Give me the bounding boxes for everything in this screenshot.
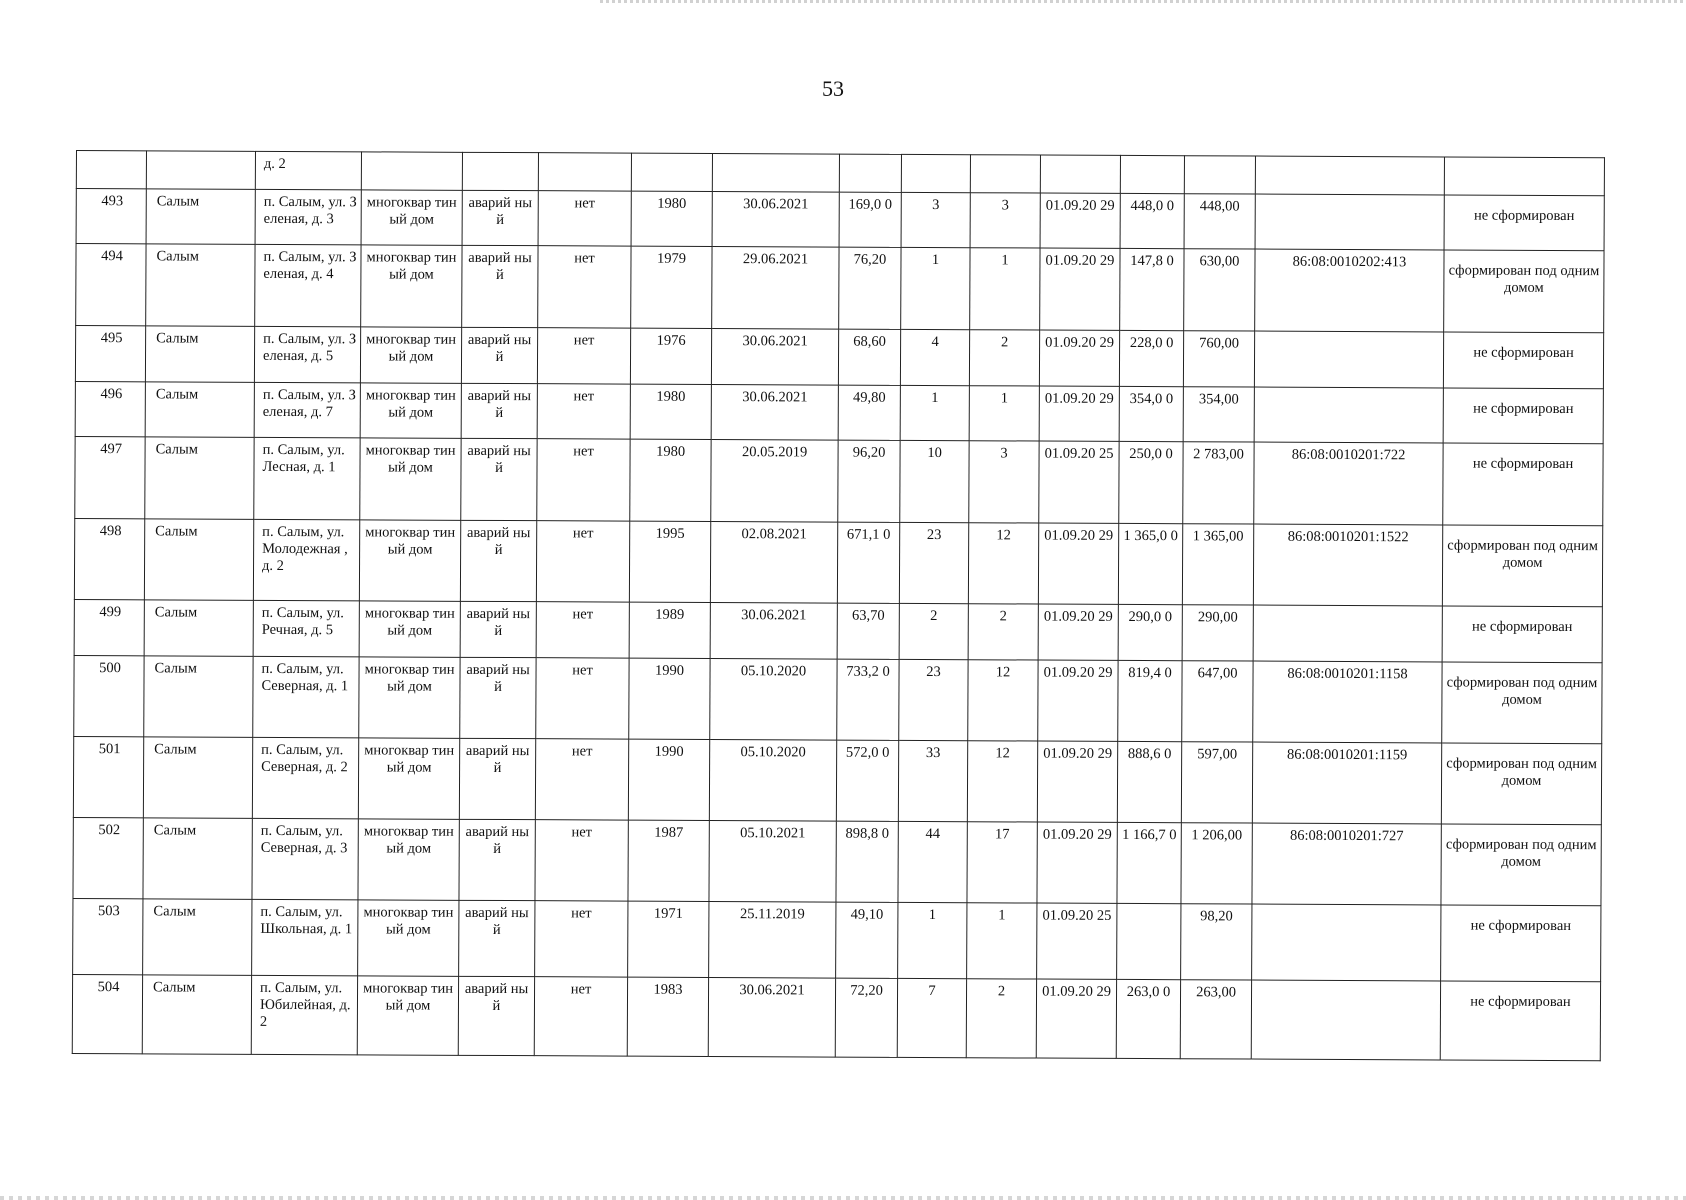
cell-status: не сформирован	[1444, 195, 1604, 251]
cell-area: 733,2 0	[837, 659, 899, 740]
cell-flag: нет	[535, 901, 628, 977]
cell-area: 572,0 0	[836, 740, 898, 821]
cell-type: многоквар тиный дом	[359, 657, 460, 738]
cell-year: 1990	[628, 739, 709, 820]
cell-address: п. Салым, ул. Школьная, д. 1	[252, 899, 358, 975]
cell-type: многоквар тиный дом	[358, 900, 459, 976]
page-number: 53	[822, 76, 844, 101]
cell-col14: 1 206,00	[1181, 823, 1252, 904]
cell-cadastral: 86:08:0010201:1158	[1253, 661, 1442, 743]
cell-date: 25.11.2019	[709, 901, 836, 978]
cell-type: многоквар тиный дом	[360, 327, 461, 383]
cell-col10: 1	[900, 385, 969, 440]
cell-year: 1987	[628, 820, 709, 901]
cell-flag	[538, 153, 631, 191]
cell-type: многоквар тиный дом	[359, 601, 460, 657]
cell-date: 30.06.2021	[711, 384, 838, 440]
table-row	[74, 655, 1602, 743]
cell-num: 503	[73, 898, 143, 974]
cell-col10: 44	[898, 821, 967, 902]
cell-col13: 1 166,7 0	[1117, 822, 1181, 903]
cell-flag: нет	[537, 439, 630, 521]
cell-settlement: Салым	[145, 382, 254, 438]
cell-col11: 1	[970, 248, 1040, 330]
cell-cadastral	[1253, 605, 1442, 662]
cell-col10: 2	[899, 603, 968, 659]
cell-date: 30.06.2021	[708, 977, 835, 1057]
cell-year: 1990	[629, 658, 710, 739]
cell-num: 498	[74, 518, 144, 599]
cell-state: аварий ный	[461, 327, 537, 383]
cell-state: аварий ный	[461, 438, 537, 520]
cell-col11: 1	[969, 386, 1039, 441]
cell-num	[76, 151, 146, 189]
cell-address: п. Салым, ул. Северная, д. 3	[252, 818, 358, 899]
cell-col14: 630,00	[1184, 249, 1255, 331]
cell-settlement: Салым	[144, 519, 253, 601]
cell-date: 02.08.2021	[710, 521, 837, 603]
cell-address: п. Салым, ул. Зеленая, д. 5	[254, 326, 360, 382]
cell-cadastral: 86:08:0010201:1522	[1253, 524, 1442, 606]
cell-settlement: Салым	[146, 189, 255, 245]
cell-status: не сформирован	[1442, 606, 1602, 663]
cell-col13: 819,4 0	[1118, 660, 1182, 741]
cell-col13: 448,0 0	[1120, 193, 1184, 248]
cell-col10: 23	[899, 659, 968, 740]
cell-type: многоквар тиный дом	[360, 438, 461, 520]
cell-state: аварий ный	[462, 190, 538, 245]
cell-date: 05.10.2020	[710, 658, 837, 740]
table-row	[73, 736, 1601, 824]
cell-flag: нет	[536, 658, 629, 739]
table-row	[75, 381, 1603, 443]
cell-area: 49,80	[838, 385, 900, 440]
cell-col13: 263,0 0	[1116, 979, 1180, 1058]
cell-area: 76,20	[839, 247, 901, 329]
cell-col10: 1	[898, 902, 967, 978]
table-row	[73, 817, 1601, 905]
cell-col14	[1184, 156, 1255, 194]
cell-col13: 888,6 0	[1117, 741, 1181, 822]
cell-status: сформирован под одним домом	[1442, 662, 1602, 744]
table-body	[72, 151, 1604, 1061]
cell-deadline: 01.09.20 25	[1039, 441, 1119, 523]
cell-flag: нет	[535, 739, 628, 820]
cell-date: 30.06.2021	[712, 191, 839, 247]
cell-deadline	[1040, 155, 1120, 193]
cell-col10: 33	[898, 740, 967, 821]
cell-area: 169,0 0	[839, 192, 901, 247]
cell-address: п. Салым, ул. Зеленая, д. 7	[254, 382, 360, 437]
cell-num: 501	[73, 736, 143, 817]
cell-deadline: 01.09.20 29	[1036, 979, 1116, 1058]
cell-address: п. Салым, ул. Речная, д. 5	[253, 600, 359, 656]
cell-col13: 147,8 0	[1120, 248, 1184, 330]
cell-col10: 3	[901, 192, 970, 247]
cell-settlement: Салым	[145, 437, 254, 520]
cell-col14: 760,00	[1183, 331, 1254, 387]
cell-cadastral: 86:08:0010201:722	[1254, 442, 1443, 525]
cell-year	[631, 153, 712, 191]
cell-deadline: 01.09.20 29	[1039, 386, 1119, 441]
cell-year: 1971	[628, 901, 709, 977]
cell-num: 499	[74, 599, 144, 655]
cell-deadline: 01.09.20 29	[1038, 604, 1118, 660]
cell-deadline: 01.09.20 29	[1037, 741, 1117, 822]
cell-col13: 228,0 0	[1119, 330, 1183, 386]
cell-col10: 10	[900, 440, 969, 522]
cell-flag: нет	[535, 820, 628, 901]
cell-state: аварий ный	[461, 383, 537, 438]
cell-flag: нет	[536, 521, 629, 602]
cell-num: 495	[75, 326, 145, 382]
cell-col14: 290,00	[1182, 605, 1253, 661]
cell-area: 898,8 0	[836, 821, 898, 902]
cell-cadastral: 86:08:0010201:1159	[1252, 742, 1441, 824]
cell-cadastral: 86:08:0010201:727	[1252, 823, 1441, 905]
cell-status: сформирован под одним домом	[1441, 743, 1601, 825]
cell-num: 494	[76, 244, 146, 326]
cell-area: 49,10	[836, 902, 898, 978]
cell-address: п. Салым, ул. Северная, д. 2	[252, 737, 358, 818]
cell-status: не сформирован	[1443, 332, 1603, 389]
cell-state: аварий ный	[462, 245, 538, 327]
cell-settlement	[146, 151, 255, 190]
cell-col14: 98,20	[1181, 904, 1252, 980]
cell-status: не сформирован	[1443, 388, 1603, 444]
cell-col14: 2 783,00	[1183, 442, 1254, 524]
cell-col13: 250,0 0	[1119, 441, 1183, 523]
cell-address: п. Салым, ул. Северная, д. 1	[253, 656, 359, 737]
cell-date: 05.10.2021	[709, 820, 836, 902]
cell-state: аварий ный	[460, 657, 536, 738]
table-row	[73, 898, 1601, 981]
cell-status: не сформирован	[1440, 981, 1600, 1061]
cell-deadline: 01.09.20 29	[1038, 523, 1118, 604]
cell-address: п. Салым, ул. Зеленая, д. 4	[255, 244, 361, 326]
cell-flag: нет	[534, 977, 627, 1056]
cell-col10: 1	[901, 247, 970, 329]
cell-status	[1444, 157, 1604, 196]
cell-date: 29.06.2021	[712, 246, 839, 329]
cell-cadastral	[1255, 156, 1444, 195]
cell-state: аварий ный	[458, 976, 534, 1055]
cell-date	[712, 153, 839, 192]
cell-year: 1976	[630, 328, 711, 384]
cell-col11: 2	[969, 330, 1039, 386]
cell-year: 1983	[627, 977, 708, 1056]
cell-col13: 354,0 0	[1119, 386, 1183, 441]
cell-address: п. Салым, ул. Юбилейная, д. 2	[251, 975, 357, 1054]
cell-col10: 23	[899, 522, 968, 603]
cell-col14: 263,00	[1180, 980, 1251, 1059]
table-row	[74, 518, 1602, 606]
cell-deadline: 01.09.20 29	[1040, 193, 1120, 248]
cell-col11	[970, 155, 1040, 193]
cell-col11: 3	[970, 193, 1040, 248]
cell-area: 68,60	[838, 329, 900, 385]
cell-type: многоквар тиный дом	[360, 383, 461, 438]
cell-col11: 3	[969, 441, 1039, 523]
cell-type: многоквар тиный дом	[361, 245, 462, 327]
cell-status: сформирован под одним домом	[1442, 525, 1602, 607]
cell-settlement: Салым	[146, 244, 255, 327]
cell-col14: 448,00	[1184, 194, 1255, 249]
cell-deadline: 01.09.20 29	[1039, 330, 1119, 386]
table-row	[75, 326, 1603, 389]
cell-settlement: Салым	[144, 600, 253, 657]
cell-cadastral	[1251, 980, 1440, 1060]
cell-flag: нет	[537, 384, 630, 439]
cell-col11: 12	[968, 523, 1038, 604]
cell-deadline: 01.09.20 29	[1040, 248, 1120, 330]
cell-area: 72,20	[835, 978, 897, 1057]
cell-area: 63,70	[837, 603, 899, 659]
cell-year: 1980	[630, 384, 711, 439]
cell-settlement: Салым	[144, 656, 253, 738]
cell-date: 05.10.2020	[709, 739, 836, 821]
cell-col11: 12	[968, 660, 1038, 741]
cell-state: аварий ный	[459, 819, 535, 900]
cell-deadline: 01.09.20 29	[1038, 660, 1118, 741]
cell-type: многоквар тиный дом	[361, 190, 462, 245]
cell-flag: нет	[537, 328, 630, 384]
cell-col11: 17	[967, 822, 1037, 903]
cell-num: 500	[74, 655, 144, 736]
cell-num: 497	[75, 436, 145, 518]
table-row	[75, 436, 1603, 525]
cell-year: 1979	[631, 246, 712, 328]
cell-settlement: Салым	[143, 899, 252, 976]
cell-address: п. Салым, ул. Зеленая, д. 3	[255, 189, 361, 244]
cell-status: сформирован под одним домом	[1441, 824, 1601, 906]
table-row	[74, 599, 1602, 662]
cell-state	[462, 152, 538, 190]
housing-registry-table	[72, 150, 1605, 1061]
cell-cadastral	[1255, 194, 1444, 250]
cell-settlement: Салым	[142, 975, 251, 1055]
cell-status: сформирован под одним домом	[1444, 250, 1604, 333]
cell-deadline: 01.09.20 25	[1037, 903, 1117, 979]
cell-col14: 1 365,00	[1182, 524, 1253, 605]
cell-col13	[1117, 903, 1181, 979]
cell-col14: 647,00	[1182, 661, 1253, 742]
cell-col11: 1	[967, 903, 1037, 979]
cell-state: аварий ный	[459, 738, 535, 819]
cell-deadline: 01.09.20 29	[1037, 822, 1117, 903]
cell-col10: 7	[897, 978, 966, 1057]
cell-col13: 290,0 0	[1118, 604, 1182, 660]
cell-type: многоквар тиный дом	[359, 520, 460, 601]
cell-col13	[1120, 155, 1184, 193]
cell-col14: 597,00	[1181, 742, 1252, 823]
cell-cadastral	[1254, 387, 1443, 443]
cell-settlement: Салым	[143, 818, 252, 900]
cell-cadastral	[1252, 904, 1441, 981]
cell-num: 496	[75, 381, 145, 436]
cell-type: многоквар тиный дом	[357, 976, 458, 1055]
cell-date: 30.06.2021	[711, 328, 838, 385]
cell-address: п. Салым, ул. Молодежная , д. 2	[253, 519, 359, 600]
cell-type: многоквар тиный дом	[358, 819, 459, 900]
table-row	[72, 974, 1600, 1060]
cell-year: 1995	[629, 521, 710, 602]
cell-cadastral: 86:08:0010202:413	[1255, 249, 1444, 332]
cell-col14: 354,00	[1183, 387, 1254, 442]
cell-status: не сформирован	[1443, 443, 1603, 526]
cell-year: 1989	[629, 602, 710, 658]
cell-settlement: Салым	[143, 737, 252, 819]
table-row	[76, 244, 1604, 333]
cell-address: п. Салым, ул. Лесная, д. 1	[254, 437, 360, 519]
cell-status: не сформирован	[1441, 905, 1601, 982]
scan-edge-top	[600, 0, 1686, 3]
cell-flag: нет	[538, 246, 631, 328]
cell-col11: 2	[968, 604, 1038, 660]
cell-settlement: Салым	[145, 326, 254, 383]
cell-col13: 1 365,0 0	[1118, 523, 1182, 604]
cell-year: 1980	[631, 191, 712, 246]
cell-area: 671,1 0	[837, 522, 899, 603]
cell-date: 30.06.2021	[710, 602, 837, 659]
cell-col10: 4	[900, 329, 969, 385]
cell-date: 20.05.2019	[711, 439, 838, 522]
cell-type	[361, 152, 462, 190]
cell-state: аварий ный	[460, 601, 536, 657]
cell-type: многоквар тиный дом	[358, 738, 459, 819]
cell-area: 96,20	[838, 440, 900, 522]
cell-col10	[901, 154, 970, 192]
cell-area	[839, 154, 901, 192]
cell-col11: 12	[967, 741, 1037, 822]
cell-flag: нет	[538, 191, 631, 246]
cell-state: аварий ный	[460, 520, 536, 601]
cell-address: д. 2	[255, 151, 361, 189]
cell-num: 493	[76, 189, 146, 244]
table-row	[76, 189, 1604, 251]
cell-flag: нет	[536, 602, 629, 658]
scan-edge-bottom	[0, 1196, 1686, 1200]
cell-state: аварий ный	[459, 900, 535, 976]
cell-num: 502	[73, 817, 143, 898]
cell-num: 504	[72, 974, 142, 1053]
cell-cadastral	[1254, 331, 1443, 388]
cell-year: 1980	[630, 439, 711, 521]
cell-col11: 2	[966, 979, 1036, 1058]
